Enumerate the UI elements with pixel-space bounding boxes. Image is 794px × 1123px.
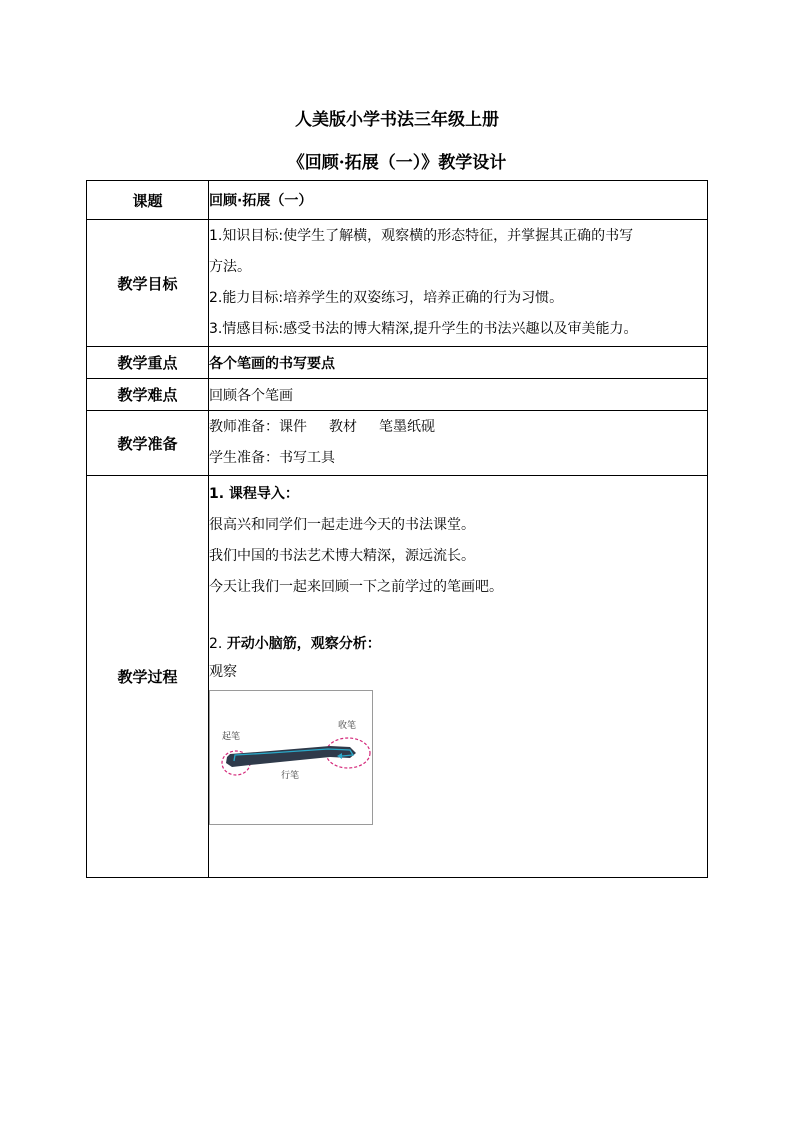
difficulties-label: 教学难点	[87, 379, 209, 411]
lesson-plan-table	[86, 180, 708, 878]
section1-heading: 1. 课程导入：	[209, 486, 299, 502]
document-title: 人美版小学书法三年级上册	[295, 110, 499, 130]
preparation-label: 教学准备	[87, 411, 209, 476]
process-label: 教学过程	[87, 476, 209, 878]
objective-line: 2.能力目标:培养学生的双姿练习，培养正确的行为习惯。	[209, 290, 564, 306]
objective-line: 1.知识目标:使学生了解横，观察横的形态特征，并掌握其正确的书写	[209, 228, 634, 244]
table-row-key-points	[87, 347, 708, 379]
difficulties-value: 回顾各个笔画	[209, 387, 293, 404]
section2-title: 开动小脑筋，观察分析：	[226, 636, 381, 652]
section2-number: 2.	[209, 636, 223, 652]
table-row-process	[87, 476, 708, 878]
objectives-label: 教学目标	[87, 220, 209, 347]
start-stroke-label: 起笔	[222, 732, 241, 742]
preparation-cell	[209, 411, 708, 476]
end-stroke-label: 收笔	[338, 721, 357, 731]
student-preparation: 学生准备：书写工具	[209, 450, 335, 466]
key-points-value: 各个笔画的书写要点	[209, 355, 335, 372]
teacher-prep-prefix: 教师准备：	[209, 419, 279, 435]
section1-line: 我们中国的书法艺术博大精深，源远流长。	[209, 548, 475, 564]
key-points-cell	[209, 347, 708, 379]
objective-line: 3.情感目标:感受书法的博大精深,提升学生的书法兴趣以及审美能力。	[209, 321, 638, 337]
section1-line: 很高兴和同学们一起走进今天的书法课堂。	[209, 517, 475, 533]
key-points-label: 教学重点	[87, 347, 209, 379]
moving-stroke-label: 行笔	[281, 771, 300, 781]
difficulties-cell	[209, 379, 708, 411]
objectives-cell	[209, 220, 708, 347]
topic-label: 课题	[87, 181, 209, 220]
teacher-preparation	[209, 412, 707, 443]
section1-line: 今天让我们一起来回顾一下之前学过的笔画吧。	[209, 579, 503, 595]
objective-line: 方法。	[209, 259, 251, 275]
stroke-diagram	[209, 690, 373, 825]
topic-value: 回顾·拓展（一）	[209, 193, 313, 209]
teacher-prep-item: 课件	[279, 419, 307, 435]
table-row-topic	[87, 181, 708, 220]
table-row-difficulties	[87, 379, 708, 411]
observe-label: 观察	[209, 664, 237, 680]
teacher-prep-item: 笔墨纸砚	[379, 419, 435, 435]
table-row-objectives	[87, 220, 708, 347]
table-row-preparation	[87, 411, 708, 476]
section2-heading	[209, 629, 707, 660]
teacher-prep-item: 教材	[329, 419, 357, 435]
process-cell	[209, 476, 708, 878]
document-subtitle: 《回顾·拓展（一）》教学设计	[287, 153, 507, 173]
topic-cell	[209, 181, 708, 220]
